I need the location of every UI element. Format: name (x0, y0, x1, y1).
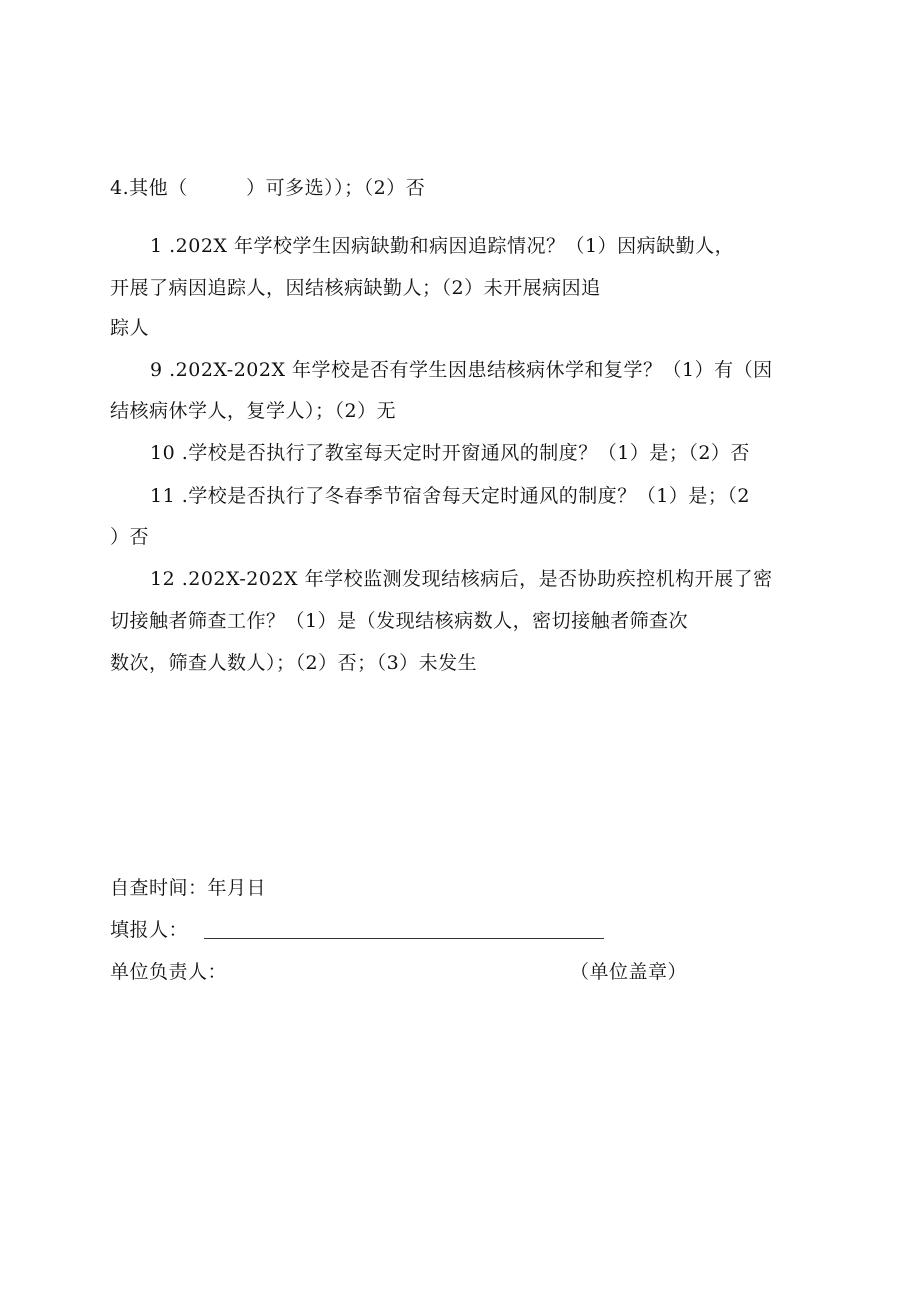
question-9-line-2: 结核病休学人，复学人）；（2）无 (110, 400, 397, 422)
question-9-line-1: 9 .202X-202X 年学校是否有学生因患结核病休学和复学？（1）有（因 (150, 359, 773, 381)
filler-signature-line[interactable] (204, 938, 604, 939)
question-1-line-1: 1 .202X 年学校学生因病缺勤和病因追踪情况？（1）因病缺勤人， (150, 235, 735, 257)
unit-head-label: 单位负责人： (110, 961, 228, 983)
question-11-line-2: ）否 (110, 526, 150, 548)
filler-label: 填报人： (110, 919, 189, 941)
question-12-line-3: 数次，筛查人数人）；（2）否；（3）未发生 (110, 652, 478, 674)
question-10: 10 .学校是否执行了教室每天定时开窗通风的制度？（1）是；（2）否 (150, 442, 750, 464)
unit-seal: （单位盖章） (570, 961, 688, 983)
question-12-line-1: 12 .202X-202X 年学校监测发现结核病后，是否协助疾控机构开展了密 (150, 568, 773, 590)
question-1-line-3: 踪人 (110, 317, 150, 339)
question-1-line-2: 开展了病因追踪人，因结核病缺勤人；（2）未开展病因追 (110, 277, 601, 299)
question-11-line-1: 11 .学校是否执行了冬春季节宿舍每天定时通风的制度？（1）是；（2 (150, 485, 750, 507)
item-4-other: 4.其他（ ）可多选））；（2）否 (110, 177, 426, 199)
question-12-line-2: 切接触者筛查工作？（1）是（发现结核病数人，密切接触者筛查次 (110, 610, 689, 632)
self-check-time: 自查时间：年月日 (110, 877, 267, 899)
